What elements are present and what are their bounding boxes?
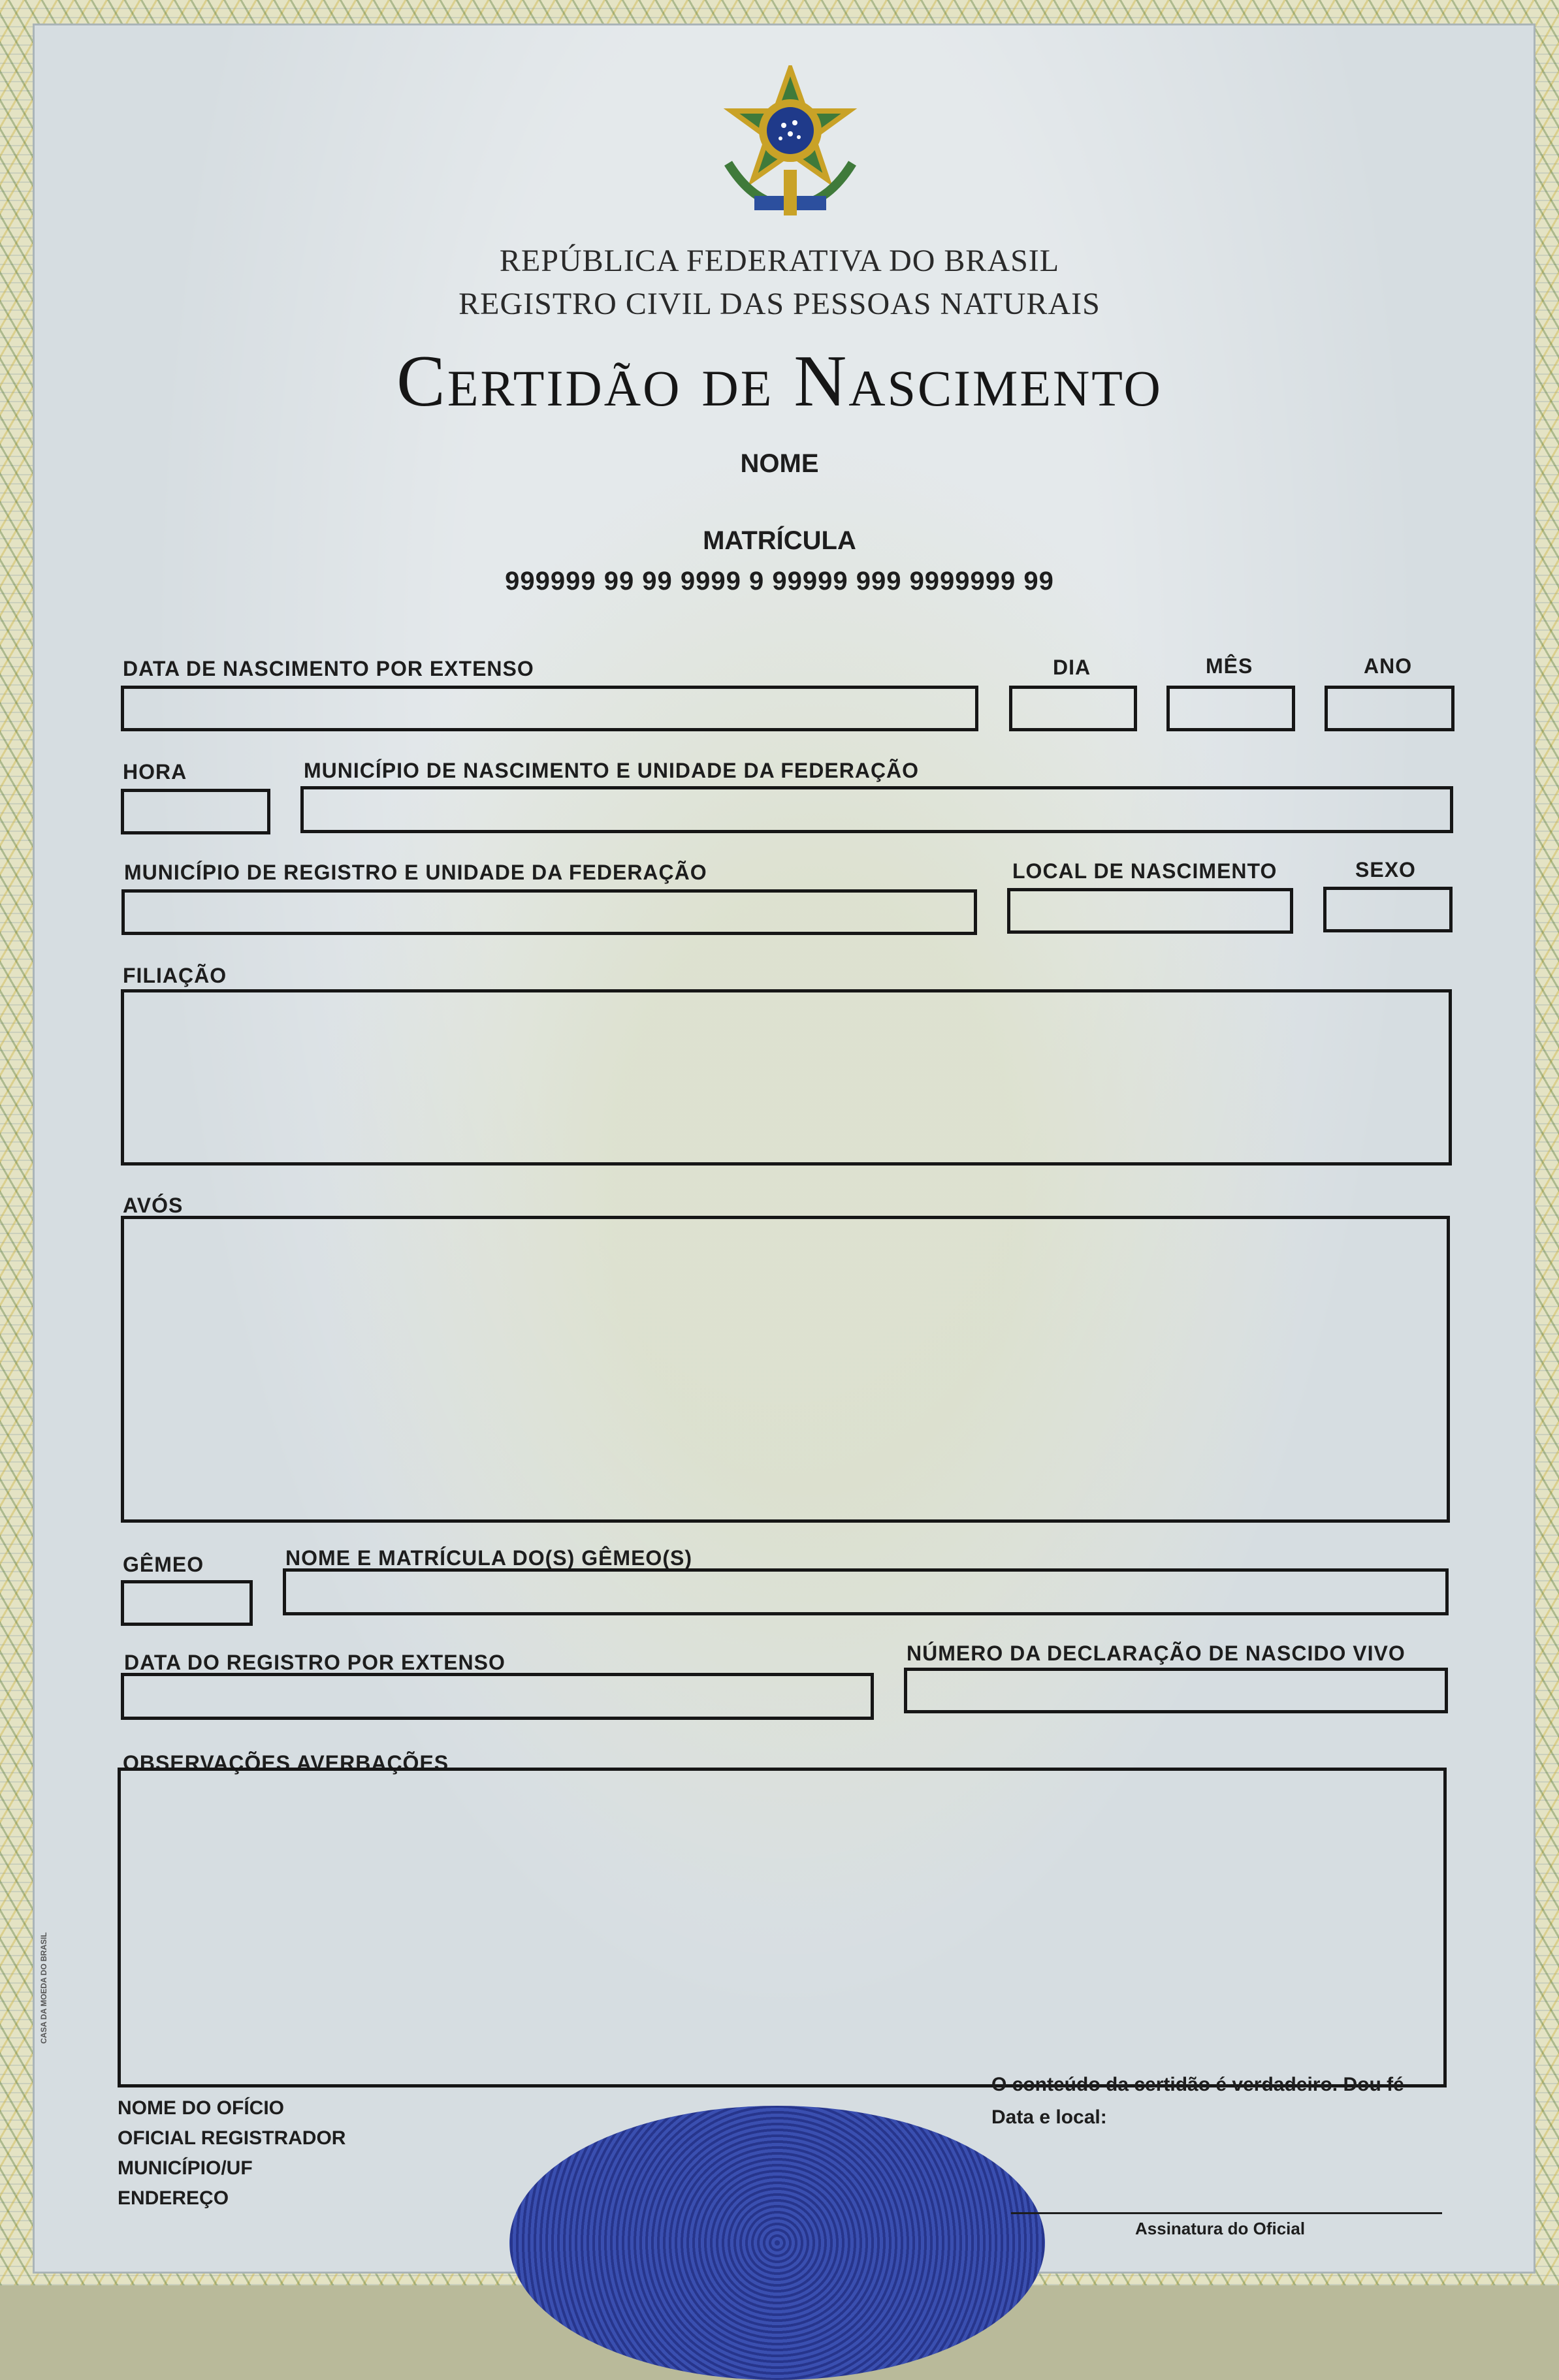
office-name-label: NOME DO OFÍCIO	[118, 2097, 284, 2119]
registry-municipality-field[interactable]	[121, 889, 977, 935]
birth-place-label: LOCAL DE NASCIMENTO	[1012, 859, 1278, 883]
birth-place-field[interactable]	[1007, 888, 1293, 934]
birth-date-text-label: DATA DE NASCIMENTO POR EXTENSO	[123, 657, 534, 680]
date-place-label: Data e local:	[991, 2106, 1107, 2128]
signature-line	[1011, 2212, 1442, 2214]
parents-label: FILIAÇÃO	[123, 964, 227, 987]
year-field[interactable]	[1325, 686, 1455, 731]
registry-date-label: DATA DO REGISTRO POR EXTENSO	[124, 1651, 506, 1674]
birth-date-text-field[interactable]	[121, 686, 978, 731]
sex-label: SEXO	[1355, 858, 1416, 881]
hour-field[interactable]	[121, 789, 270, 834]
twin-field[interactable]	[121, 1580, 253, 1626]
birth-declaration-field[interactable]	[904, 1668, 1448, 1713]
registry-municipality-label: MUNICÍPIO DE REGISTRO E UNIDADE DA FEDERAÇÃO	[124, 861, 707, 884]
grandparents-label: AVÓS	[123, 1194, 184, 1217]
republic-heading: REPÚBLICA FEDERATIVA DO BRASIL	[499, 244, 1060, 278]
security-seal	[509, 2106, 1045, 2380]
month-label: MÊS	[1206, 654, 1253, 678]
sex-field[interactable]	[1323, 887, 1453, 932]
registry-date-field[interactable]	[121, 1673, 874, 1720]
twin-name-field[interactable]	[283, 1568, 1449, 1615]
twin-name-label: NOME E MATRÍCULA DO(S) GÊMEO(S)	[285, 1546, 692, 1570]
mint-imprint: CASA DA MOEDA DO BRASIL	[39, 1932, 48, 2044]
twin-label: GÊMEO	[123, 1553, 204, 1576]
coat-of-arms-icon	[715, 65, 865, 222]
parents-field[interactable]	[121, 989, 1452, 1166]
observations-label: OBSERVAÇÕES AVERBAÇÕES	[123, 1751, 449, 1775]
certificate-title: Certidão de Nascimento	[396, 341, 1163, 422]
year-label: ANO	[1364, 654, 1413, 678]
birth-municipality-label: MUNICÍPIO DE NASCIMENTO E UNIDADE DA FEDERAÇÃO	[304, 759, 920, 782]
registrar-label: OFICIAL REGISTRADOR	[118, 2127, 346, 2149]
nome-label: NOME	[740, 449, 819, 478]
matricula-value: 999999 99 99 9999 9 99999 999 9999999 99	[505, 567, 1054, 595]
signature-label: Assinatura do Oficial	[1135, 2219, 1306, 2238]
observations-field[interactable]	[118, 1768, 1447, 2087]
grandparents-field[interactable]	[121, 1216, 1450, 1523]
registry-heading: REGISTRO CIVIL DAS PESSOAS NATURAIS	[458, 287, 1101, 321]
birth-municipality-field[interactable]	[300, 786, 1453, 833]
birth-declaration-label: NÚMERO DA DECLARAÇÃO DE NASCIDO VIVO	[907, 1642, 1406, 1665]
municipality-uf-label: MUNICÍPIO/UF	[118, 2157, 253, 2179]
day-label: DIA	[1053, 656, 1091, 679]
hour-label: HORA	[123, 760, 187, 784]
matricula-label: MATRÍCULA	[703, 526, 856, 555]
month-field[interactable]	[1166, 686, 1295, 731]
address-label: ENDEREÇO	[118, 2187, 229, 2209]
attestation-text: O conteúdo da certidão é verdadeiro. Dou fé	[991, 2074, 1404, 2095]
day-field[interactable]	[1009, 686, 1137, 731]
